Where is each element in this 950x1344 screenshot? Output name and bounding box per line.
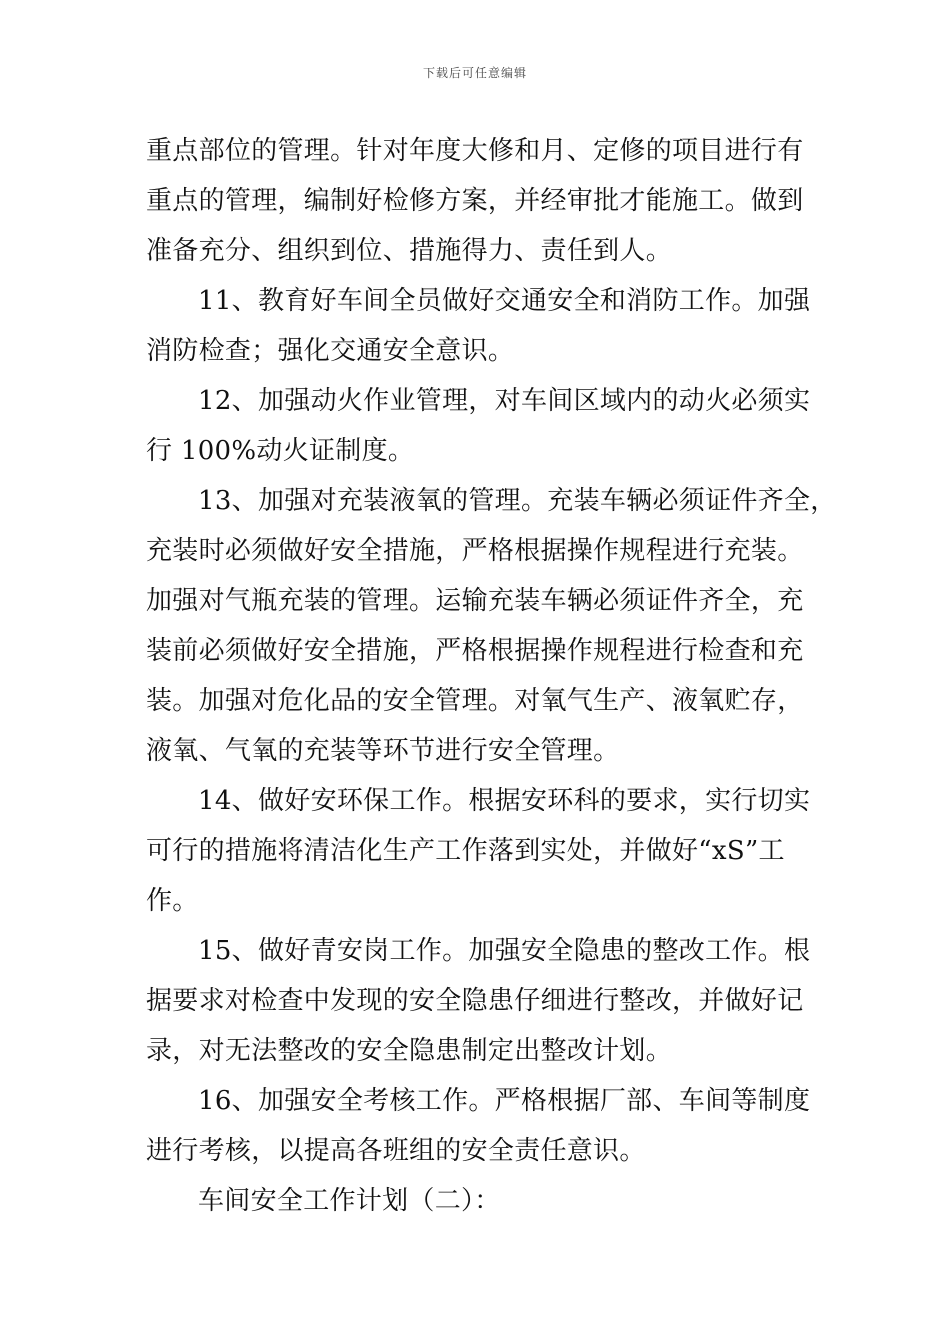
text-line: 充装时必须做好安全措施，严格根据操作规程进行充装。 — [146, 536, 804, 566]
text-line: 可行的措施将清洁化生产工作落到实处，并做好“xS”工 — [146, 836, 785, 866]
paragraph-item-16: 16、加强安全考核工作。严格根据厂部、车间等制度 — [198, 1086, 811, 1116]
paragraph-item-15: 15、做好青安岗工作。加强安全隐患的整改工作。根 — [198, 936, 811, 966]
document-body — [146, 126, 837, 1226]
paragraph-item-14: 14、做好安环保工作。根据安环科的要求，实行切实 — [198, 786, 811, 816]
paragraph-item-11: 11、教育好车间全员做好交通安全和消防工作。加强 — [198, 286, 811, 316]
text-line: 准备充分、组织到位、措施得力、责任到人。 — [146, 236, 673, 266]
text-line: 液氧、气氧的充装等环节进行安全管理。 — [146, 736, 620, 766]
text-line: 装前必须做好安全措施，严格根据操作规程进行检查和充 — [146, 636, 804, 666]
text-line: 装。加强对危化品的安全管理。对氧气生产、液氧贮存， — [146, 686, 804, 716]
text-line: 录，对无法整改的安全隐患制定出整改计划。 — [146, 1036, 673, 1066]
text-line: 据要求对检查中发现的安全隐患仔细进行整改，并做好记 — [146, 986, 804, 1016]
paragraph-item-12: 12、加强动火作业管理，对车间区域内的动火必须实 — [198, 386, 811, 416]
text-line: 行 100%动火证制度。 — [146, 436, 415, 466]
paragraph-item-13: 13、加强对充装液氧的管理。充装车辆必须证件齐全， — [198, 486, 837, 516]
page-header-note: 下载后可任意编辑 — [422, 66, 527, 80]
text-line: 重点的管理，编制好检修方案，并经审批才能施工。做到 — [146, 186, 804, 216]
text-line: 进行考核，以提高各班组的安全责任意识。 — [146, 1136, 646, 1166]
text-line: 加强对气瓶充装的管理。运输充装车辆必须证件齐全，充 — [146, 586, 804, 616]
text-line: 消防检查；强化交通安全意识。 — [146, 336, 515, 366]
section-heading: 车间安全工作计划（二）： — [198, 1186, 501, 1216]
text-line: 重点部位的管理。针对年度大修和月、定修的项目进行有 — [146, 136, 804, 166]
text-line: 作。 — [146, 886, 199, 916]
